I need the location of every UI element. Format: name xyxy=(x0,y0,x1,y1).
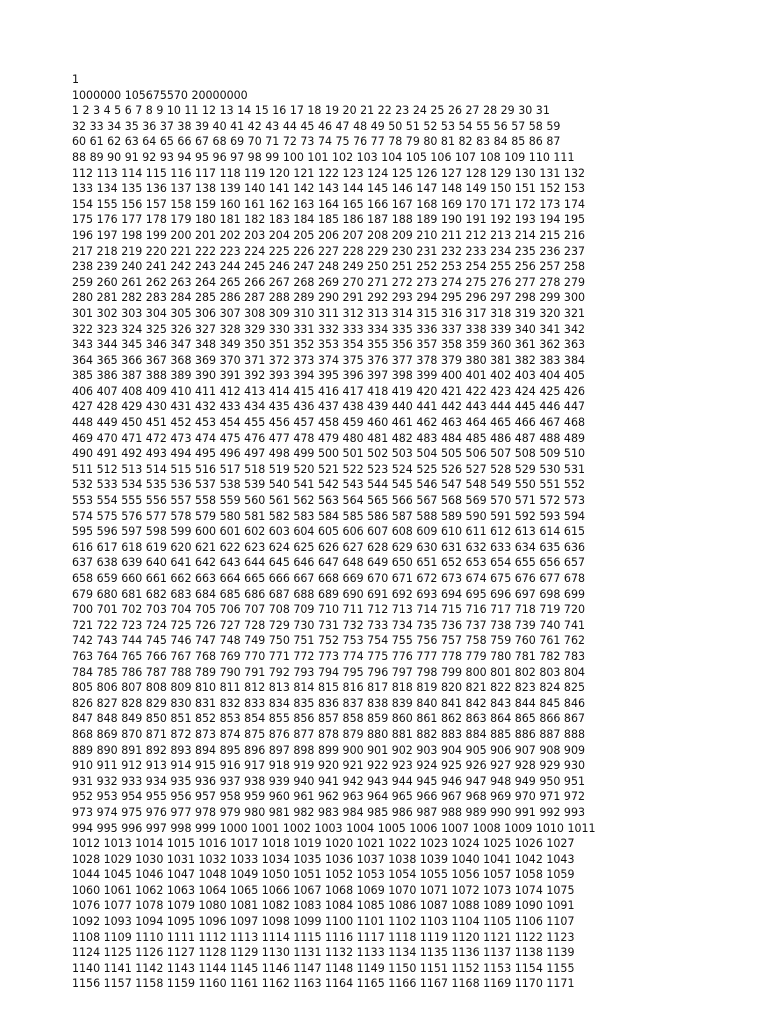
text-line: 88 89 90 91 92 93 94 95 96 97 98 99 100 101 102 103 104 105 106 107 108 109 110 111 xyxy=(72,150,575,164)
text-line: 469 470 471 472 473 474 475 476 477 478 479 480 481 482 483 484 485 486 487 488 489 xyxy=(72,431,586,445)
text-line: 1076 1077 1078 1079 1080 1081 1082 1083 1084 1085 1086 1087 1088 1089 1090 1091 xyxy=(72,899,575,913)
text-line: 616 617 618 619 620 621 622 623 624 625 626 627 628 629 630 631 632 633 634 635 636 xyxy=(72,540,586,554)
text-line: 784 785 786 787 788 789 790 791 792 793 794 795 796 797 798 799 800 801 802 803 804 xyxy=(72,665,586,679)
text-line: 805 806 807 808 809 810 811 812 813 814 815 816 817 818 819 820 821 822 823 824 825 xyxy=(72,681,586,695)
text-line: 637 638 639 640 641 642 643 644 645 646 647 648 649 650 651 652 653 654 655 656 657 xyxy=(72,556,586,570)
text-line: 364 365 366 367 368 369 370 371 372 373 374 375 376 377 378 379 380 381 382 383 384 xyxy=(72,353,586,367)
text-line: 343 344 345 346 347 348 349 350 351 352 353 354 355 356 357 358 359 360 361 362 363 xyxy=(72,338,586,352)
text-line: 973 974 975 976 977 978 979 980 981 982 983 984 985 986 987 988 989 990 991 992 993 xyxy=(72,805,586,819)
text-line: 742 743 744 745 746 747 748 749 750 751 752 753 754 755 756 757 758 759 760 761 762 xyxy=(72,634,586,648)
text-line: 847 848 849 850 851 852 853 854 855 856 857 858 859 860 861 862 863 864 865 866 867 xyxy=(72,712,586,726)
text-line: 238 239 240 241 242 243 244 245 246 247 248 249 250 251 252 253 254 255 256 257 258 xyxy=(72,260,586,274)
text-line: 1044 1045 1046 1047 1048 1049 1050 1051 1052 1053 1054 1055 1056 1057 1058 1059 xyxy=(72,868,575,882)
text-line: 574 575 576 577 578 579 580 581 582 583 584 585 586 587 588 589 590 591 592 593 594 xyxy=(72,509,586,523)
text-line: 112 113 114 115 116 117 118 119 120 121 122 123 124 125 126 127 128 129 130 131 132 xyxy=(72,166,586,180)
text-line: 1108 1109 1110 1111 1112 1113 1114 1115 1116 1117 1118 1119 1120 1121 1122 1123 xyxy=(72,930,575,944)
text-line: 1012 1013 1014 1015 1016 1017 1018 1019 1020 1021 1022 1023 1024 1025 1026 1027 xyxy=(72,837,575,851)
text-line: 406 407 408 409 410 411 412 413 414 415 416 417 418 419 420 421 422 423 424 425 426 xyxy=(72,384,586,398)
text-line: 196 197 198 199 200 201 202 203 204 205 206 207 208 209 210 211 212 213 214 215 216 xyxy=(72,228,586,242)
text-line: 700 701 702 703 704 705 706 707 708 709 710 711 712 713 714 715 716 717 718 719 720 xyxy=(72,603,586,617)
text-line: 679 680 681 682 683 684 685 686 687 688 689 690 691 692 693 694 695 696 697 698 699 xyxy=(72,587,586,601)
text-line: 868 869 870 871 872 873 874 875 876 877 878 879 880 881 882 883 884 885 886 887 888 xyxy=(72,727,586,741)
text-line: 889 890 891 892 893 894 895 896 897 898 899 900 901 902 903 904 905 906 907 908 909 xyxy=(72,743,586,757)
text-line: 595 596 597 598 599 600 601 602 603 604 605 606 607 608 609 610 611 612 613 614 615 xyxy=(72,525,586,539)
text-line: 1028 1029 1030 1031 1032 1033 1034 1035 1036 1037 1038 1039 1040 1041 1042 1043 xyxy=(72,852,575,866)
text-line: 721 722 723 724 725 726 727 728 729 730 731 732 733 734 735 736 737 738 739 740 741 xyxy=(72,618,586,632)
number-text-block xyxy=(72,72,704,992)
text-line: 826 827 828 829 830 831 832 833 834 835 836 837 838 839 840 841 842 843 844 845 846 xyxy=(72,696,586,710)
text-line: 427 428 429 430 431 432 433 434 435 436 437 438 439 440 441 442 443 444 445 446 447 xyxy=(72,400,586,414)
text-line: 280 281 282 283 284 285 286 287 288 289 290 291 292 293 294 295 296 297 298 299 300 xyxy=(72,291,586,305)
text-line: 511 512 513 514 515 516 517 518 519 520 521 522 523 524 525 526 527 528 529 530 531 xyxy=(72,462,586,476)
text-line: 217 218 219 220 221 222 223 224 225 226 227 228 229 230 231 232 233 234 235 236 237 xyxy=(72,244,586,258)
text-line: 490 491 492 493 494 495 496 497 498 499 500 501 502 503 504 505 506 507 508 509 510 xyxy=(72,447,586,461)
text-line: 931 932 933 934 935 936 937 938 939 940 941 942 943 944 945 946 947 948 949 950 951 xyxy=(72,774,586,788)
text-line: 60 61 62 63 64 65 66 67 68 69 70 71 72 73 74 75 76 77 78 79 80 81 82 83 84 85 86 87 xyxy=(72,135,561,149)
text-line: 1124 1125 1126 1127 1128 1129 1130 1131 1132 1133 1134 1135 1136 1137 1138 1139 xyxy=(72,946,575,960)
text-line: 448 449 450 451 452 453 454 455 456 457 458 459 460 461 462 463 464 465 466 467 468 xyxy=(72,416,586,430)
text-line: 763 764 765 766 767 768 769 770 771 772 773 774 775 776 777 778 779 780 781 782 783 xyxy=(72,649,586,663)
text-line: 385 386 387 388 389 390 391 392 393 394 395 396 397 398 399 400 401 402 403 404 405 xyxy=(72,369,586,383)
text-line: 133 134 135 136 137 138 139 140 141 142 143 144 145 146 147 148 149 150 151 152 153 xyxy=(72,182,586,196)
text-line: 301 302 303 304 305 306 307 308 309 310 311 312 313 314 315 316 317 318 319 320 321 xyxy=(72,306,586,320)
text-line: 1060 1061 1062 1063 1064 1065 1066 1067 1068 1069 1070 1071 1072 1073 1074 1075 xyxy=(72,883,575,897)
text-line: 154 155 156 157 158 159 160 161 162 163 164 165 166 167 168 169 170 171 172 173 174 xyxy=(72,197,586,211)
text-line: 1092 1093 1094 1095 1096 1097 1098 1099 1100 1101 1102 1103 1104 1105 1106 1107 xyxy=(72,915,575,929)
text-line: 259 260 261 262 263 264 265 266 267 268 269 270 271 272 273 274 275 276 277 278 279 xyxy=(72,275,586,289)
text-line: 910 911 912 913 914 915 916 917 918 919 920 921 922 923 924 925 926 927 928 929 930 xyxy=(72,759,586,773)
text-line: 553 554 555 556 557 558 559 560 561 562 563 564 565 566 567 568 569 570 571 572 573 xyxy=(72,494,586,508)
text-line: 1000000 105675570 20000000 xyxy=(72,88,248,102)
text-line: 32 33 34 35 36 37 38 39 40 41 42 43 44 45 46 47 48 49 50 51 52 53 54 55 56 57 58 59 xyxy=(72,119,561,133)
text-line: 994 995 996 997 998 999 1000 1001 1002 1003 1004 1005 1006 1007 1008 1009 1010 1011 xyxy=(72,821,596,835)
text-line: 952 953 954 955 956 957 958 959 960 961 962 963 964 965 966 967 968 969 970 971 972 xyxy=(72,790,586,804)
text-line: 175 176 177 178 179 180 181 182 183 184 185 186 187 188 189 190 191 192 193 194 195 xyxy=(72,213,586,227)
text-line: 1 xyxy=(72,73,80,86)
text-line: 532 533 534 535 536 537 538 539 540 541 542 543 544 545 546 547 548 549 550 551 552 xyxy=(72,478,586,492)
text-line: 1 2 3 4 5 6 7 8 9 10 11 12 13 14 15 16 17 18 19 20 21 22 23 24 25 26 27 28 29 30 31 xyxy=(72,104,550,118)
text-line: 1156 1157 1158 1159 1160 1161 1162 1163 1164 1165 1166 1167 1168 1169 1170 1171 xyxy=(72,977,575,991)
text-line: 322 323 324 325 326 327 328 329 330 331 332 333 334 335 336 337 338 339 340 341 342 xyxy=(72,322,586,336)
text-line: 1140 1141 1142 1143 1144 1145 1146 1147 1148 1149 1150 1151 1152 1153 1154 1155 xyxy=(72,961,575,975)
text-line: 658 659 660 661 662 663 664 665 666 667 668 669 670 671 672 673 674 675 676 677 678 xyxy=(72,572,586,585)
